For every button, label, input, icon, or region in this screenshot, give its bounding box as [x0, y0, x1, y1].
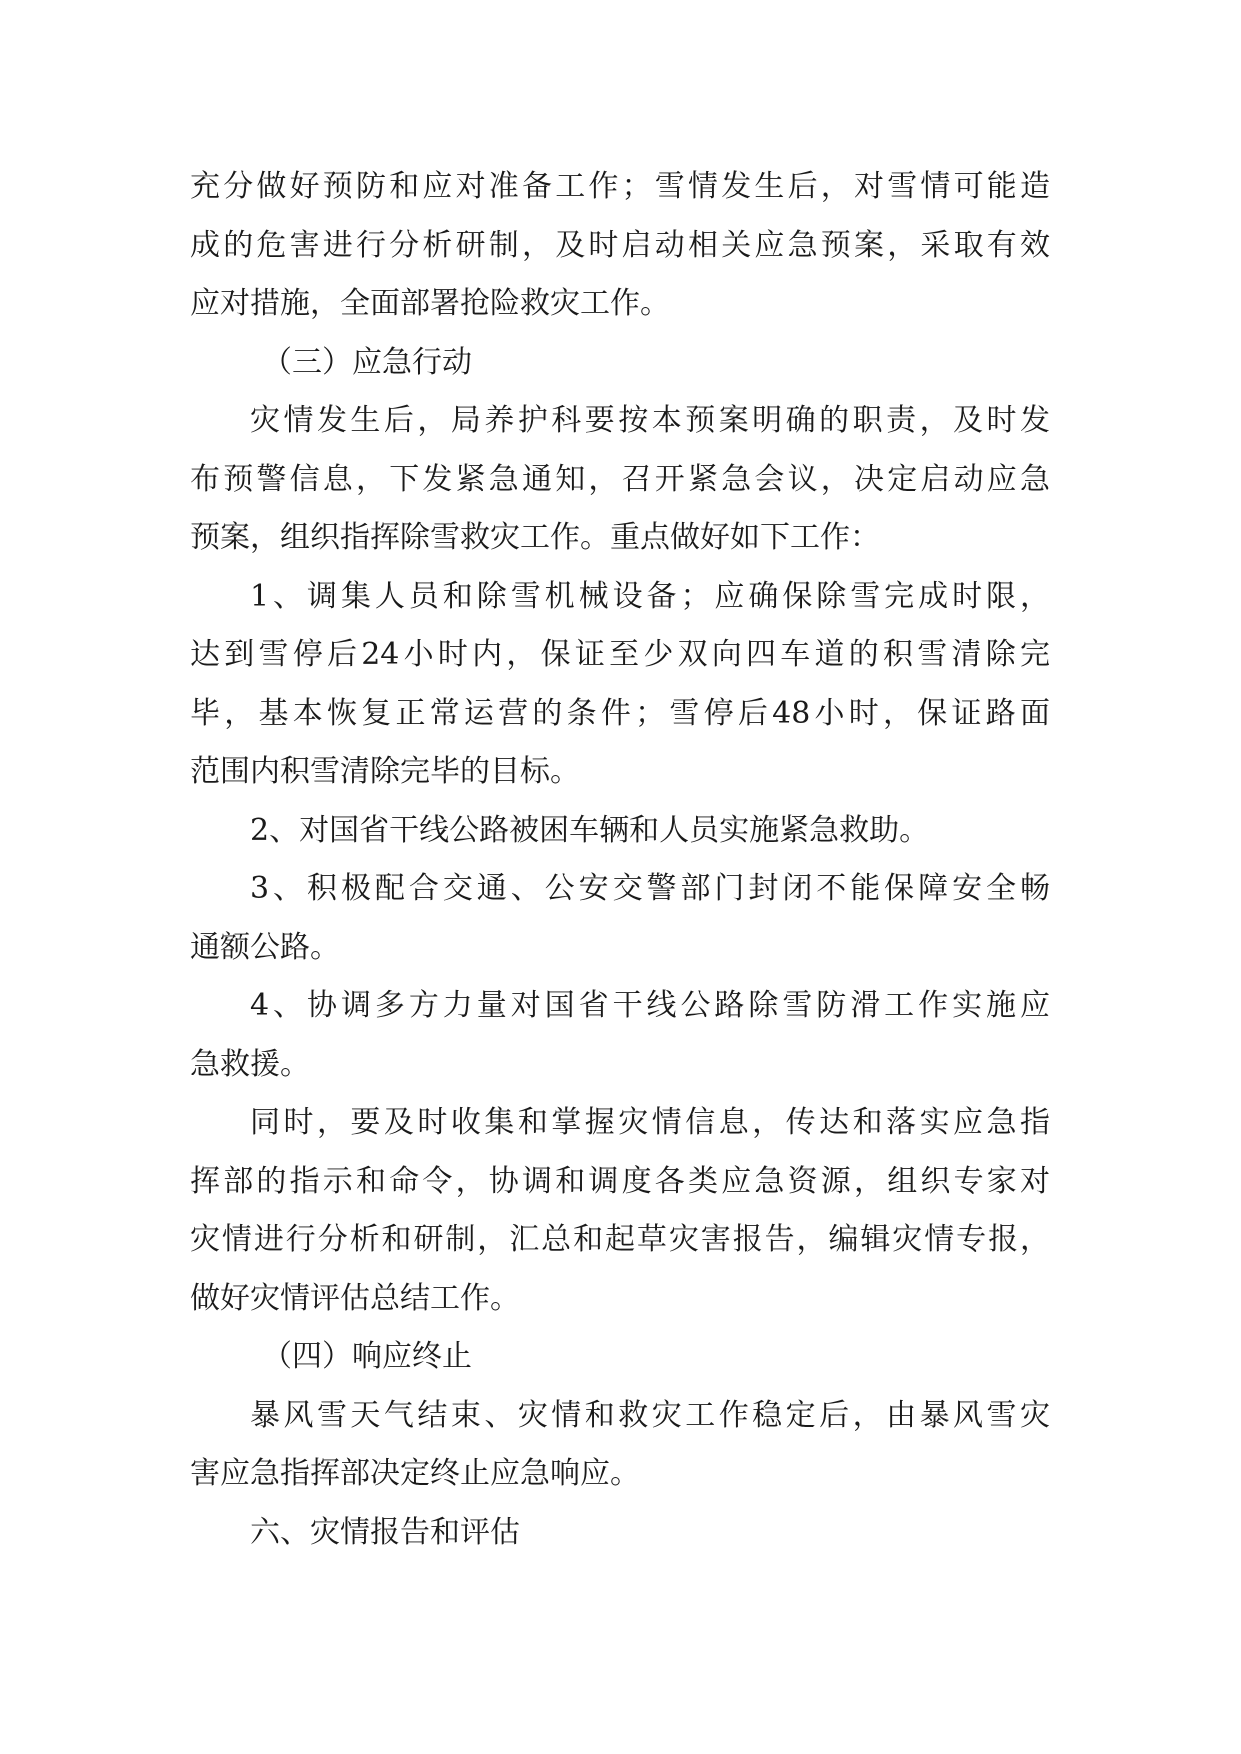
paragraph-line: 应对措施，全面部署抢险救灾工作。	[190, 286, 670, 321]
paragraph-line: 灾情发生后，局养护科要按本预案明确的职责，及时发	[250, 403, 1050, 438]
paragraph-line: 灾情进行分析和研制，汇总和起草灾害报告，编辑灾情专报，	[190, 1222, 1050, 1257]
paragraph-line: 同时，要及时收集和掌握灾情信息，传达和落实应急指	[250, 1105, 1050, 1140]
list-item-1-line: 1、调集人员和除雪机械设备；应确保除雪完成时限，	[250, 578, 1050, 614]
paragraph-line: 充分做好预防和应对准备工作；雪情发生后，对雪情可能造	[190, 169, 1050, 204]
paragraph-line: 挥部的指示和命令，协调和调度各类应急资源，组织专家对	[190, 1163, 1050, 1199]
list-item-4-line: 急救援。	[190, 1046, 310, 1082]
document-body	[190, 158, 1050, 1562]
paragraph-line: 害应急指挥部决定终止应急响应。	[190, 1456, 640, 1491]
subsection-heading-4: （四）响应终止	[262, 1339, 472, 1374]
paragraph-line: 暴风雪天气结束、灾情和救灾工作稳定后，由暴风雪灾	[250, 1397, 1050, 1433]
subsection-heading-3: （三）应急行动	[262, 344, 472, 380]
list-item-3-line: 3、积极配合交通、公安交警部门封闭不能保障安全畅	[250, 871, 1050, 906]
paragraph-line: 做好灾情评估总结工作。	[190, 1280, 520, 1316]
section-heading-6: 六、灾情报告和评估	[250, 1514, 520, 1550]
list-item-1-line: 范围内积雪清除完毕的目标。	[190, 754, 580, 789]
paragraph-line: 成的危害进行分析研制，及时启动相关应急预案，采取有效	[190, 227, 1050, 263]
paragraph-line: 预案，组织指挥除雪救灾工作。重点做好如下工作：	[190, 520, 880, 555]
list-item-2-line: 2、对国省干线公路被困车辆和人员实施紧急救助。	[250, 812, 930, 848]
paragraph-line: 布预警信息，下发紧急通知，召开紧急会议，决定启动应急	[190, 461, 1050, 497]
list-item-1-line: 达到雪停后24小时内，保证至少双向四车道的积雪清除完	[190, 637, 1050, 672]
list-item-4-line: 4、协调多方力量对国省干线公路除雪防滑工作实施应	[250, 988, 1050, 1023]
list-item-1-line: 毕，基本恢复正常运营的条件；雪停后48小时，保证路面	[190, 695, 1050, 731]
list-item-3-line: 通额公路。	[190, 929, 340, 965]
